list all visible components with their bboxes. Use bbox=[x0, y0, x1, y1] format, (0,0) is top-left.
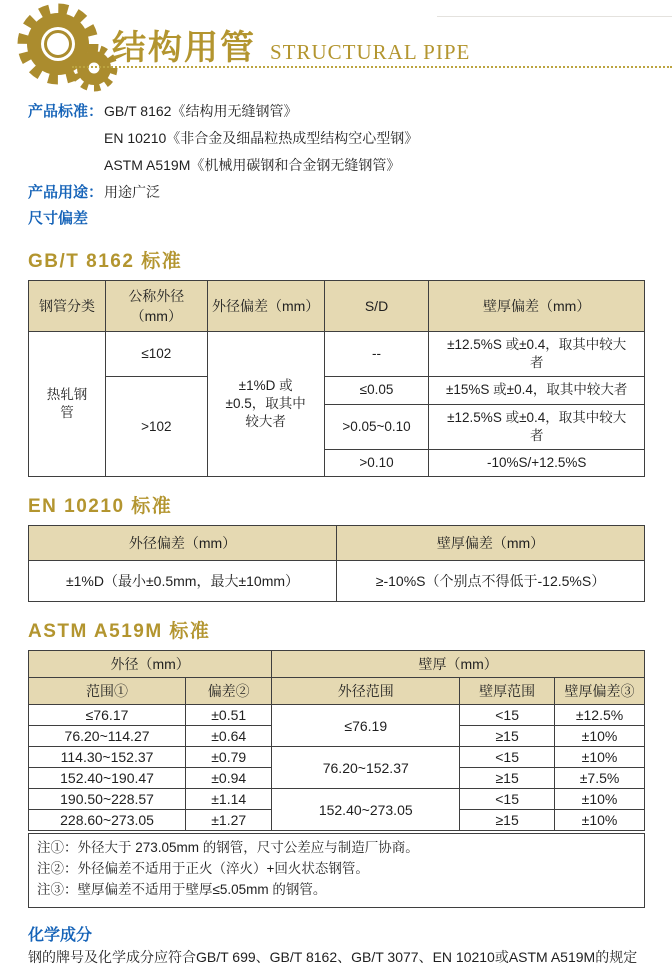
chemical-composition-text: 钢的牌号及化学成分应符合GB/T 699、GB/T 8162、GB/T 3077、EN 10210或ASTM A519M的规定 bbox=[28, 949, 638, 966]
note-line: 注②：外径偏差不适用于正火（淬火）+回火状态钢管。 bbox=[37, 861, 369, 877]
cell-wall-deviation: ±12.5%S 或±0.4，取其中较大者 bbox=[429, 404, 645, 449]
cell-wt-range: <15 bbox=[460, 789, 555, 810]
product-standards-label: 产品标准： bbox=[28, 103, 104, 120]
astm-group-header-cell: 壁厚（mm） bbox=[272, 651, 645, 678]
astm-sub-header-cell: 外径范围 bbox=[272, 678, 460, 705]
cell-wt-range: ≥15 bbox=[460, 726, 555, 747]
cell-od-dev: ±0.64 bbox=[186, 726, 272, 747]
cell-od-dev: ±0.94 bbox=[186, 768, 272, 789]
cell-od-dev: ±0.51 bbox=[186, 705, 272, 726]
cell-wall-deviation: ±12.5%S 或±0.4，取其中较大者 bbox=[429, 332, 645, 377]
cell-od-range: 76.20~114.27 bbox=[29, 726, 186, 747]
en-header-cell: 外径偏差（mm） bbox=[29, 526, 337, 561]
cell-wt-range: <15 bbox=[460, 747, 555, 768]
astm-row bbox=[29, 789, 645, 810]
astm-group-header-row bbox=[29, 651, 645, 678]
product-standard-item: ASTM A519M《机械用碳钢和合金钢无缝钢管》 bbox=[104, 157, 401, 173]
astm-group-header-cell: 外径（mm） bbox=[29, 651, 272, 678]
product-standards-row bbox=[28, 152, 645, 179]
gbt-header-cell: 外径偏差（mm） bbox=[207, 281, 324, 332]
dotted-divider bbox=[72, 66, 672, 68]
gears-icon bbox=[6, 2, 118, 94]
gbt-header-cell: 钢管分类 bbox=[29, 281, 106, 332]
cell-wt-dev: ±10% bbox=[555, 726, 645, 747]
note-line: 注①：外径大于 273.05mm 的钢管，尺寸公差应与制造厂协商。 bbox=[37, 840, 419, 856]
table-notes-box bbox=[28, 833, 645, 908]
page-title-chinese: 结构用管 bbox=[112, 29, 256, 67]
cell-od-range: 228.60~273.05 bbox=[29, 810, 186, 831]
cell-wt-dev: ±10% bbox=[555, 747, 645, 768]
cell-nominal-od: ≤102 bbox=[106, 332, 208, 377]
cell-wall-deviation: -10%S/+12.5%S bbox=[429, 450, 645, 477]
astm-row bbox=[29, 747, 645, 768]
gbt8162-heading: GB/T 8162 标准 bbox=[28, 251, 183, 272]
cell-wall-deviation: ≥-10%S（个别点不得低于-12.5%S） bbox=[337, 561, 645, 602]
product-usage-value: 用途广泛 bbox=[104, 184, 160, 200]
cell-sd: ≤0.05 bbox=[324, 377, 429, 404]
astm-sub-header-cell: 偏差② bbox=[186, 678, 272, 705]
cell-wt-dev: ±10% bbox=[555, 810, 645, 831]
cell-sd: >0.05~0.10 bbox=[324, 404, 429, 449]
gbt-header-cell: S/D bbox=[324, 281, 429, 332]
en-row bbox=[29, 561, 645, 602]
product-usage-row bbox=[28, 179, 645, 206]
cell-od-group-range: 152.40~273.05 bbox=[272, 789, 460, 831]
page-content bbox=[28, 98, 645, 967]
en-header-row bbox=[29, 526, 645, 561]
gbt-header-cell: 公称外径（mm） bbox=[106, 281, 208, 332]
en10210-heading: EN 10210 标准 bbox=[28, 496, 173, 518]
product-usage-label: 产品用途： bbox=[28, 184, 104, 201]
product-standards-row bbox=[28, 125, 645, 152]
cell-od-deviation: ±1%D（最小±0.5mm，最大±10mm） bbox=[29, 561, 337, 602]
product-standards-row bbox=[28, 98, 645, 125]
cell-od-range: 190.50~228.57 bbox=[29, 789, 186, 810]
page-title bbox=[112, 20, 470, 69]
chemical-composition-heading: 化学成分 bbox=[28, 927, 93, 945]
cell-wt-range: <15 bbox=[460, 705, 555, 726]
astm-sub-header-cell: 范围① bbox=[29, 678, 186, 705]
cell-sd: >0.10 bbox=[324, 450, 429, 477]
cell-od-dev: ±0.79 bbox=[186, 747, 272, 768]
cell-od-group-range: 76.20~152.37 bbox=[272, 747, 460, 789]
cell-wt-range: ≥15 bbox=[460, 768, 555, 789]
astm-a519m-table bbox=[28, 650, 645, 831]
astm-sub-header-cell: 壁厚范围 bbox=[460, 678, 555, 705]
cell-od-deviation: ±1%D 或±0.5，取其中较大者 bbox=[207, 332, 324, 477]
cell-od-range: ≤76.17 bbox=[29, 705, 186, 726]
cell-od-group-range: ≤76.19 bbox=[272, 705, 460, 747]
gbt-row bbox=[29, 332, 645, 377]
cell-od-range: 114.30~152.37 bbox=[29, 747, 186, 768]
gbt-row bbox=[29, 377, 645, 404]
gbt-header-cell: 壁厚偏差（mm） bbox=[429, 281, 645, 332]
astm-sub-header-cell: 壁厚偏差③ bbox=[555, 678, 645, 705]
dimension-deviation-heading: 尺寸偏差 bbox=[28, 210, 89, 227]
en-header-cell: 壁厚偏差（mm） bbox=[337, 526, 645, 561]
product-standard-item: GB/T 8162《结构用无缝钢管》 bbox=[104, 103, 298, 119]
page-edge-line bbox=[437, 16, 672, 17]
cell-wt-dev: ±7.5% bbox=[555, 768, 645, 789]
astm-a519m-heading: ASTM A519M 标准 bbox=[28, 621, 211, 643]
cell-wt-dev: ±10% bbox=[555, 789, 645, 810]
cell-nominal-od: >102 bbox=[106, 377, 208, 477]
gbt-header-row bbox=[29, 281, 645, 332]
en10210-table bbox=[28, 525, 645, 602]
product-standard-item: EN 10210《非合金及细晶粒热成型结构空心型钢》 bbox=[104, 130, 419, 146]
cell-od-dev: ±1.14 bbox=[186, 789, 272, 810]
cell-od-range: 152.40~190.47 bbox=[29, 768, 186, 789]
cell-wt-range: ≥15 bbox=[460, 810, 555, 831]
note-line: 注③：壁厚偏差不适用于壁厚≤5.05mm 的钢管。 bbox=[37, 882, 327, 898]
cell-wt-dev: ±12.5% bbox=[555, 705, 645, 726]
cell-pipe-class: 热轧钢管 bbox=[29, 332, 106, 477]
astm-row bbox=[29, 705, 645, 726]
cell-od-dev: ±1.27 bbox=[186, 810, 272, 831]
cell-wall-deviation: ±15%S 或±0.4，取其中较大者 bbox=[429, 377, 645, 404]
cell-sd: -- bbox=[324, 332, 429, 377]
gbt8162-table bbox=[28, 280, 645, 477]
page-header bbox=[0, 0, 672, 80]
page-title-english: STRUCTURAL PIPE bbox=[270, 40, 471, 64]
astm-sub-header-row bbox=[29, 678, 645, 705]
